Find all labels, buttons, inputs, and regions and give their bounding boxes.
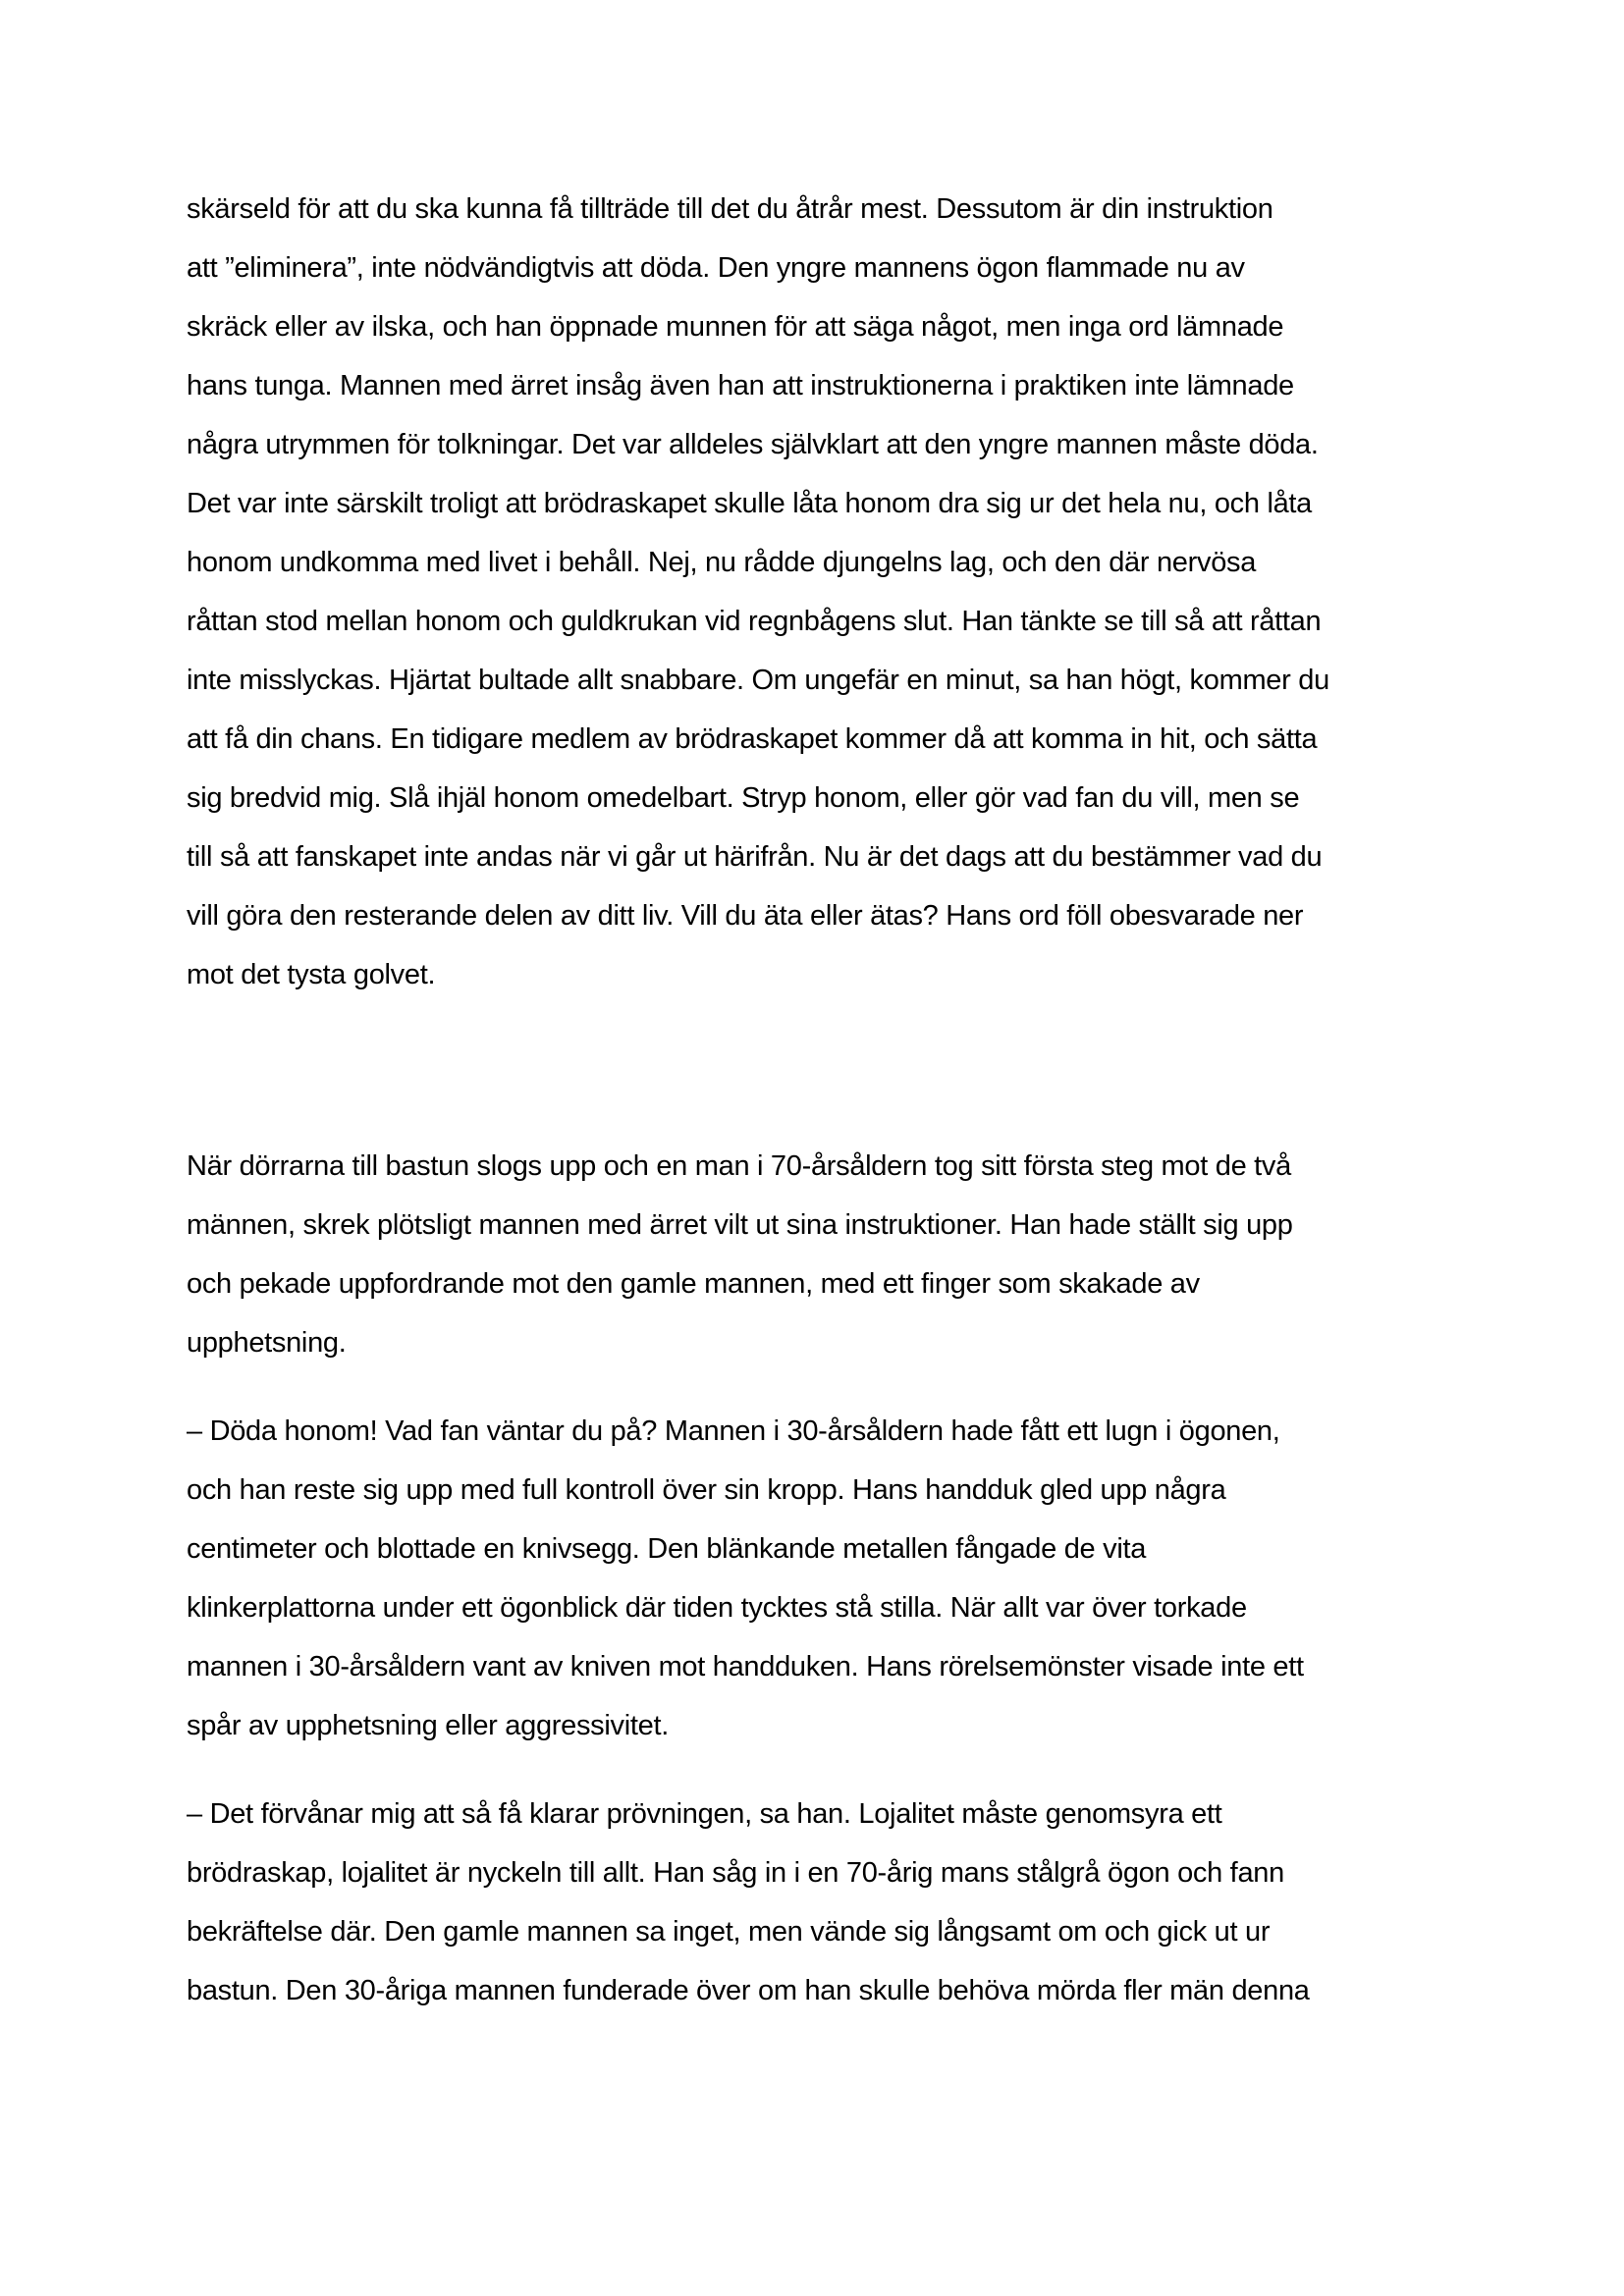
text-line: bekräftelse där. Den gamle mannen sa inget, men vände sig långsamt om och gick ut ur bbox=[187, 1916, 1271, 1948]
text-line: mot det tysta golvet. bbox=[187, 959, 436, 990]
text-line: till så att fanskapet inte andas när vi går ut härifrån. Nu är det dags att du bestämmer vad du bbox=[187, 841, 1323, 873]
text-line: spår av upphetsning eller aggressivitet. bbox=[187, 1710, 669, 1741]
text-line: När dörrarna till bastun slogs upp och en man i 70-årsåldern tog sitt första steg mot de två bbox=[187, 1150, 1291, 1182]
text-line: centimeter och blottade en knivsegg. Den blänkande metallen fångade de vita bbox=[187, 1533, 1147, 1565]
text-line: – Döda honom! Vad fan väntar du på? Mannen i 30-årsåldern hade fått ett lugn i ögonen, bbox=[187, 1415, 1280, 1447]
text-line: brödraskap, lojalitet är nyckeln till allt. Han såg in i en 70-årig mans stålgrå ögon och fann bbox=[187, 1857, 1284, 1889]
text-line: klinkerplattorna under ett ögonblick där tiden tycktes stå stilla. När allt var över torkade bbox=[187, 1592, 1247, 1624]
text-line: att få din chans. En tidigare medlem av brödraskapet kommer då att komma in hit, och sätta bbox=[187, 723, 1318, 755]
text-block bbox=[187, 180, 1467, 2050]
text-line: hans tunga. Mannen med ärret insåg även han att instruktionerna i praktiken inte lämnade bbox=[187, 370, 1294, 401]
paragraph-1 bbox=[187, 180, 1467, 1004]
text-line: några utrymmen för tolkningar. Det var alldeles självklart att den yngre mannen måste döda. bbox=[187, 429, 1319, 460]
text-line: mannen i 30-årsåldern vant av kniven mot handduken. Hans rörelsemönster visade inte ett bbox=[187, 1651, 1304, 1682]
text-line: Det var inte särskilt troligt att brödraskapet skulle låta honom dra sig ur det hela nu, och låta bbox=[187, 488, 1313, 519]
text-line: vill göra den resterande delen av ditt liv. Vill du äta eller ätas? Hans ord föll obesvarade ner bbox=[187, 900, 1304, 932]
text-line: bastun. Den 30-åriga mannen funderade över om han skulle behöva mörda fler män denna bbox=[187, 1975, 1310, 2006]
paragraph-4 bbox=[187, 1785, 1467, 2020]
text-line: att ”eliminera”, inte nödvändigtvis att döda. Den yngre mannens ögon flammade nu av bbox=[187, 252, 1245, 284]
text-line: skräck eller av ilska, och han öppnade munnen för att säga något, men inga ord lämnade bbox=[187, 311, 1284, 343]
text-line: honom undkomma med livet i behåll. Nej, nu rådde djungelns lag, och den där nervösa bbox=[187, 547, 1257, 578]
text-line: och pekade uppfordrande mot den gamle mannen, med ett finger som skakade av bbox=[187, 1268, 1200, 1300]
paragraph-3 bbox=[187, 1402, 1467, 1755]
text-line: inte misslyckas. Hjärtat bultade allt snabbare. Om ungefär en minut, sa han högt, kommer du bbox=[187, 665, 1329, 696]
text-line: – Det förvånar mig att så få klarar prövningen, sa han. Lojalitet måste genomsyra ett bbox=[187, 1798, 1222, 1830]
text-line: männen, skrek plötsligt mannen med ärret vilt ut sina instruktioner. Han hade ställt sig upp bbox=[187, 1209, 1293, 1241]
text-line: upphetsning. bbox=[187, 1327, 347, 1359]
paragraph-spacer bbox=[187, 1034, 1467, 1137]
text-line: sig bredvid mig. Slå ihjäl honom omedelbart. Stryp honom, eller gör vad fan du vill, men se bbox=[187, 782, 1300, 814]
text-line: råttan stod mellan honom och guldkrukan vid regnbågens slut. Han tänkte se till så att råttan bbox=[187, 606, 1322, 637]
text-line: skärseld för att du ska kunna få tillträde till det du åtrår mest. Dessutom är din instruktion bbox=[187, 193, 1273, 225]
paragraph-2 bbox=[187, 1137, 1467, 1372]
text-line: och han reste sig upp med full kontroll över sin kropp. Hans handduk gled upp några bbox=[187, 1474, 1226, 1506]
